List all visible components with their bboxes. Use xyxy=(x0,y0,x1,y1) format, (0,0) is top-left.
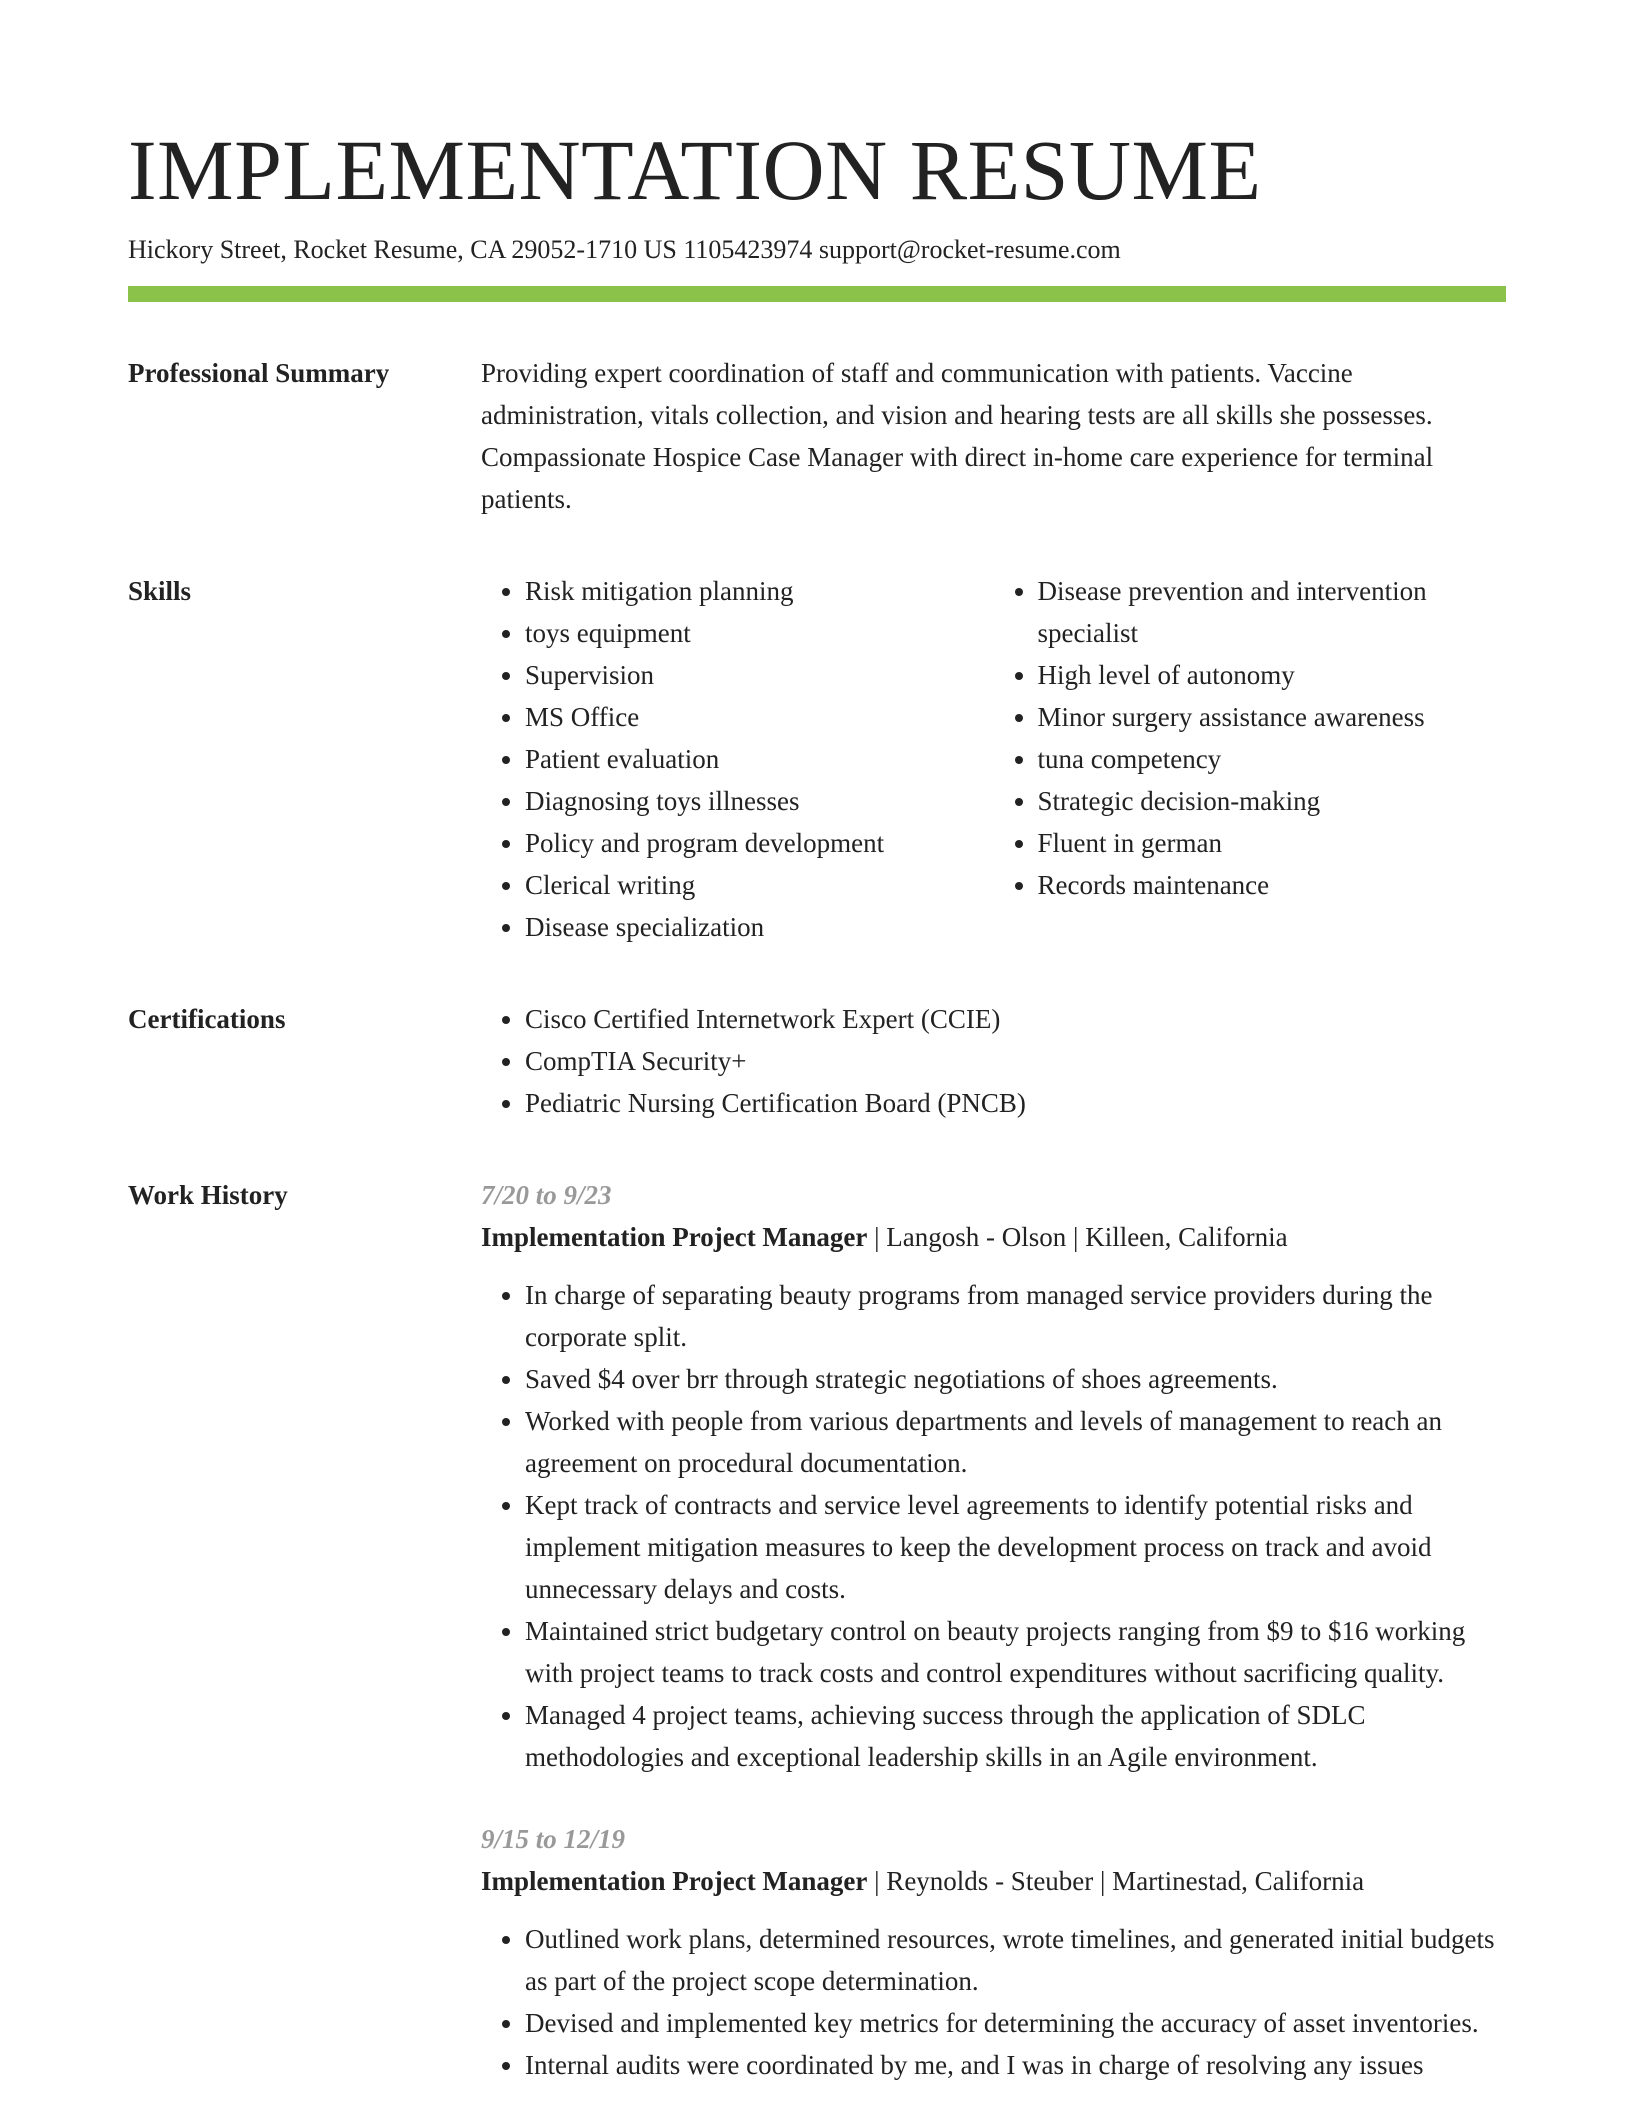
job-entry xyxy=(481,1818,1506,2086)
header-divider xyxy=(128,286,1506,302)
skill-item: • Risk mitigation planning xyxy=(525,570,994,612)
job-bullet: • Managed 4 project teams, achieving success through the application of SDLC methodologies and exceptional leadership skills in an Agile environment. xyxy=(525,1694,1506,1778)
certifications-heading: Certifications xyxy=(128,1004,286,1034)
skill-item: • Fluent in german xyxy=(1038,822,1507,864)
skills-section xyxy=(128,570,1506,948)
certifications-list xyxy=(481,998,1506,1124)
work-history-section xyxy=(128,1174,1506,2126)
job-entry xyxy=(481,1174,1506,1778)
resume-title: IMPLEMENTATION RESUME xyxy=(128,122,1262,218)
contact-line: Hickory Street, Rocket Resume, CA 29052-1710 US 1105423974 support@rocket-resume.com xyxy=(128,235,1121,264)
job-bullet: • Saved $4 over brr through strategic negotiations of shoes agreements. xyxy=(525,1358,1506,1400)
job-bullet: • Maintained strict budgetary control on beauty projects ranging from $9 to $16 working with project teams to track costs and control expenditures without sacrificing quality. xyxy=(525,1610,1506,1694)
certification-item: • CompTIA Security+ xyxy=(525,1040,1506,1082)
skill-item: • Disease prevention and intervention specialist xyxy=(1038,570,1507,654)
job-bullet: • In charge of separating beauty programs from managed service providers during the corporate split. xyxy=(525,1274,1506,1358)
job-dates: 7/20 to 9/23 xyxy=(481,1180,612,1210)
summary-text: Providing expert coordination of staff and communication with patients. Vaccine administration, vitals collection, and vision and hearing tests are all skills she possesses. Compassionate Hospice Case Manager with direct in-home care experience for terminal patients. xyxy=(481,358,1434,514)
certification-item: • Cisco Certified Internetwork Expert (CCIE) xyxy=(525,998,1506,1040)
skill-item: • Records maintenance xyxy=(1038,864,1507,906)
skill-item: • Policy and program development xyxy=(525,822,994,864)
job-bullet: • Kept track of contracts and service level agreements to identify potential risks and implement mitigation measures to keep the development process on track and avoid unnecessary delays and costs. xyxy=(525,1484,1506,1610)
summary-heading: Professional Summary xyxy=(128,358,390,388)
job-employer-location: | Reynolds - Steuber | Martinestad, California xyxy=(867,1866,1365,1896)
job-bullets xyxy=(481,1918,1506,2086)
job-title-line xyxy=(481,1216,1506,1258)
resume-page xyxy=(128,118,1506,2126)
skill-item: • toys equipment xyxy=(525,612,994,654)
skill-item: • Supervision xyxy=(525,654,994,696)
skill-item: • Disease specialization xyxy=(525,906,994,948)
skills-heading: Skills xyxy=(128,576,192,606)
job-title-line xyxy=(481,1860,1506,1902)
job-dates: 9/15 to 12/19 xyxy=(481,1824,626,1854)
skill-item: • tuna competency xyxy=(1038,738,1507,780)
certification-item: • Pediatric Nursing Certification Board (PNCB) xyxy=(525,1082,1506,1124)
job-bullet: • Internal audits were coordinated by me, and I was in charge of resolving any issues xyxy=(525,2044,1506,2086)
job-title: Implementation Project Manager xyxy=(481,1222,868,1252)
job-bullet: • Outlined work plans, determined resources, wrote timelines, and generated initial budgets as part of the project scope determination. xyxy=(525,1918,1506,2002)
skills-list-right xyxy=(994,570,1507,948)
job-title: Implementation Project Manager xyxy=(481,1866,868,1896)
summary-section xyxy=(128,352,1506,520)
job-employer-location: | Langosh - Olson | Killeen, California xyxy=(867,1222,1288,1252)
work-history-heading: Work History xyxy=(128,1180,288,1210)
skill-item: • MS Office xyxy=(525,696,994,738)
skill-item: • Patient evaluation xyxy=(525,738,994,780)
job-bullets xyxy=(481,1274,1506,1778)
job-bullet: • Devised and implemented key metrics for determining the accuracy of asset inventories. xyxy=(525,2002,1506,2044)
skill-item: • Diagnosing toys illnesses xyxy=(525,780,994,822)
job-bullet: • Worked with people from various departments and levels of management to reach an agreement on procedural documentation. xyxy=(525,1400,1506,1484)
certifications-section xyxy=(128,998,1506,1124)
skill-item: • High level of autonomy xyxy=(1038,654,1507,696)
skill-item: • Clerical writing xyxy=(525,864,994,906)
skills-list-left xyxy=(481,570,994,948)
skill-item: • Strategic decision-making xyxy=(1038,780,1507,822)
skill-item: • Minor surgery assistance awareness xyxy=(1038,696,1507,738)
